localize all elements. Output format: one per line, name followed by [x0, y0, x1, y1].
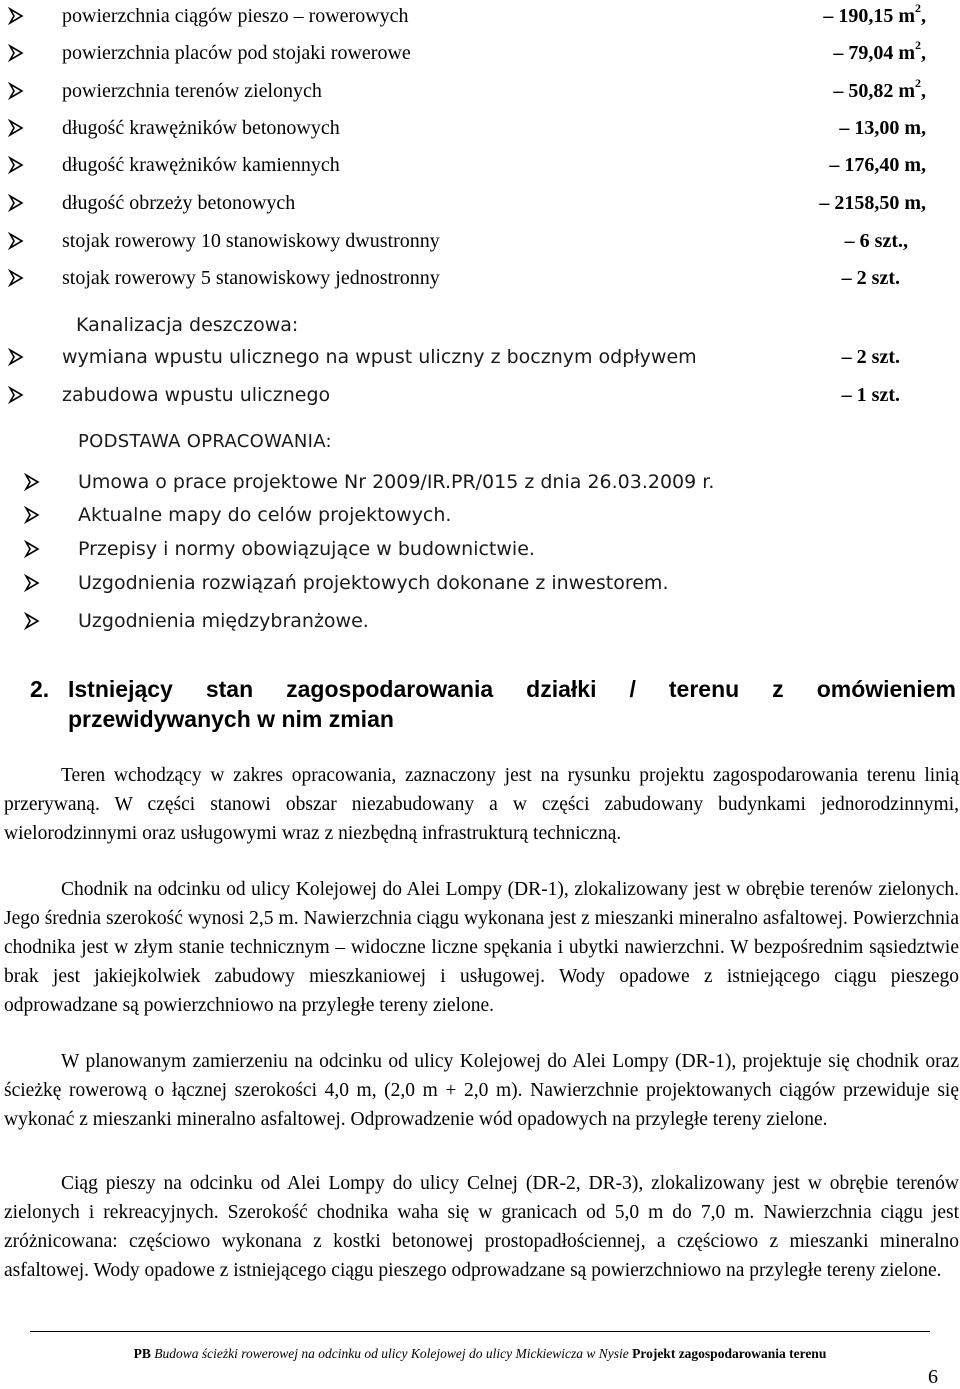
item-value: – 1 szt. — [841, 384, 900, 406]
item-label: Aktualne mapy do celów projektowych. — [78, 504, 452, 526]
list-item — [0, 605, 960, 637]
paragraph: Teren wchodzący w zakres opracowania, zaznaczony jest na rysunku projektu zagospodarowania terenu linią przerywaną. W części stanowi obszar niezabudowany a w części zabudowany budynkami jednorodzinnymi, wielorodzinnymi oraz usługowymi wraz z niezbędną infrastrukturą techniczną. — [4, 765, 959, 844]
arrow-bullet-icon — [8, 7, 24, 25]
list-item — [0, 262, 960, 294]
item-value: – 79,04 $m^2$, — [833, 38, 926, 64]
item-label: długość krawężników betonowych — [62, 117, 340, 139]
list-item — [0, 567, 960, 599]
item-label: długość krawężników kamiennych — [62, 154, 340, 176]
item-value: – 13,00 m, — [839, 117, 926, 139]
arrow-bullet-icon — [8, 44, 24, 62]
drainage-heading: Kanalizacja deszczowa: — [76, 314, 299, 336]
arrow-bullet-icon — [8, 269, 24, 287]
item-label: stojak rowerowy 10 stanowiskowy dwustronny — [62, 230, 440, 252]
arrow-bullet-icon — [8, 156, 24, 174]
item-label: Uzgodnienia rozwiązań projektowych dokonane z inwestorem. — [78, 572, 669, 594]
list-item — [0, 75, 960, 107]
arrow-bullet-icon — [8, 194, 24, 212]
section-number: 2. — [30, 676, 50, 702]
list-item — [0, 533, 960, 565]
item-label: stojak rowerowy 5 stanowiskowy jednostronny — [62, 267, 440, 289]
arrow-bullet-icon — [24, 506, 40, 524]
item-label: wymiana wpustu ulicznego na wpust uliczny z bocznym odpływem — [62, 346, 697, 368]
list-item — [0, 112, 960, 144]
basis-heading: PODSTAWA OPRACOWANIA: — [78, 431, 332, 452]
list-item — [0, 37, 960, 69]
item-label: powierzchnia terenów zielonych — [62, 80, 322, 102]
list-item — [0, 149, 960, 181]
footer-prefix: PB — [133, 1346, 151, 1361]
page-footer — [0, 1345, 960, 1363]
item-value: – 2 szt. — [841, 346, 900, 368]
arrow-bullet-icon — [8, 82, 24, 100]
list-item — [0, 466, 960, 498]
list-item — [0, 225, 960, 257]
footer-title: Budowa ścieżki rowerowej na odcinku od ulicy Kolejowej do ulicy Mickiewicza w Nysie — [154, 1346, 629, 1361]
arrow-bullet-icon — [8, 232, 24, 250]
list-item — [0, 499, 960, 531]
list-item — [0, 0, 960, 32]
paragraph: W planowanym zamierzeniu na odcinku od ulicy Kolejowej do Alei Lompy (DR-1), projektuje się chodnik oraz ścieżkę rowerową o łącznej szerokości 4,0 m, (2,0 m + 2,0 m). Nawierzchnie projektowanych ciągów przewiduje się wykonać z mieszanki mineralno asfaltowej. Odprowadzenie wód opadowych na przyległe tereny zielone. — [4, 1051, 959, 1130]
item-value: – 176,40 m, — [829, 154, 926, 176]
item-value: – 6 szt., — [844, 230, 908, 252]
list-item — [0, 341, 960, 373]
section-title: Istniejący stan zagospodarowania działki / terenu z omówieniem przewidywanych w nim zmian — [68, 676, 956, 732]
item-value: – 190,15 $m^2$, — [823, 1, 926, 27]
item-value: – 50,82 $m^2$, — [833, 76, 926, 102]
paragraph: Ciąg pieszy na odcinku od Alei Lompy do ulicy Celnej (DR-2, DR-3), zlokalizowany jest w obrębie terenów zielonych i rekreacyjnych. Szerokość chodnika waha się w granicach od 5,0 m do 7,0 m. Nawierzchnia ciągu jest zróżnicowana: częściowo wykonana z kostki betonowej prostopadłościennej, a częściowo z mieszanki mineralno asfaltowej. Wody opadowe z istniejącego ciągu pieszego odprowadzane są powierzchniowo na przyległe tereny zielone. — [4, 1173, 959, 1281]
arrow-bullet-icon — [24, 612, 40, 630]
arrow-bullet-icon — [8, 348, 24, 366]
arrow-bullet-icon — [24, 574, 40, 592]
arrow-bullet-icon — [8, 119, 24, 137]
item-label: Przepisy i normy obowiązujące w budownictwie. — [78, 538, 535, 560]
item-label: powierzchnia placów pod stojaki rowerowe — [62, 42, 411, 64]
item-label: powierzchnia ciągów pieszo – rowerowych — [62, 5, 409, 27]
item-value: – 2 szt. — [841, 267, 900, 289]
footer-divider — [30, 1331, 930, 1332]
item-label: Umowa o prace projektowe Nr 2009/IR.PR/015 z dnia 26.03.2009 r. — [78, 471, 715, 493]
footer-suffix: Projekt zagospodarowania terenu — [632, 1346, 827, 1361]
item-label: Uzgodnienia międzybranżowe. — [78, 610, 369, 632]
item-label: zabudowa wpustu ulicznego — [62, 384, 331, 406]
list-item — [0, 187, 960, 219]
page-number: 6 — [928, 1366, 938, 1388]
list-item — [0, 379, 960, 411]
arrow-bullet-icon — [8, 386, 24, 404]
item-label: długość obrzeży betonowych — [62, 192, 296, 214]
arrow-bullet-icon — [24, 473, 40, 491]
section-heading — [30, 674, 958, 738]
arrow-bullet-icon — [24, 540, 40, 558]
paragraph: Chodnik na odcinku od ulicy Kolejowej do Alei Lompy (DR-1), zlokalizowany jest w obrębie terenów zielonych. Jego średnia szerokość wynosi 2,5 m. Nawierzchnia ciągu wykonana jest z mieszanki mineralno asfaltowej. Powierzchnia chodnika jest w złym stanie technicznym – widoczne liczne spękania i ubytki nawierzchni. W bezpośrednim sąsiedztwie brak jest jakiejkolwiek zabudowy mieszkaniowej i usługowej. Wody opadowe z istniejącego ciągu pieszego odprowadzane są powierzchniowo na przyległe tereny zielone. — [4, 879, 959, 1016]
item-value: – 2158,50 m, — [819, 192, 926, 214]
